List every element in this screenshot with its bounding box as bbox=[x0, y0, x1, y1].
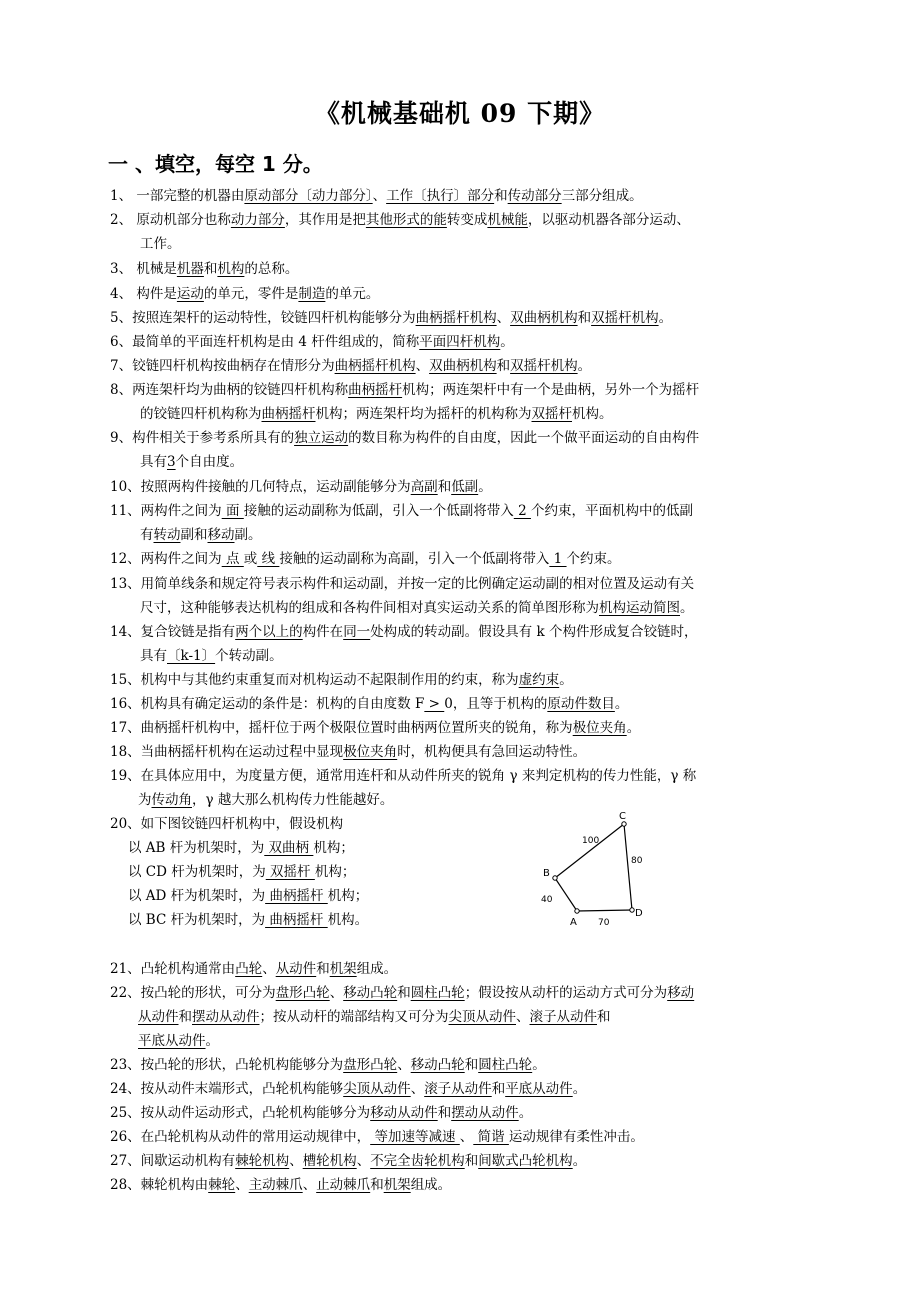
document-title: 《机械基础机 09 下期》 bbox=[314, 99, 606, 128]
question-19-line2 bbox=[138, 789, 858, 811]
answer-text: 盘形凸轮 bbox=[343, 1057, 398, 1073]
question-text: 20、如下图铰链四杆机构中，假设机构 bbox=[110, 816, 344, 832]
answer-text: 曲柄摇杆 bbox=[348, 382, 403, 398]
answer-text: 高副 bbox=[410, 479, 438, 495]
point-label-d: D bbox=[635, 908, 643, 919]
question-text: 2、 原动机部分也称 bbox=[110, 212, 231, 228]
question-text: 个约束。 bbox=[566, 551, 621, 567]
question-16 bbox=[110, 693, 830, 715]
question-4 bbox=[110, 283, 830, 305]
answer-text: 机器 bbox=[176, 261, 204, 277]
answer-text: 〔k-1〕 bbox=[167, 648, 216, 664]
question-text: 和 bbox=[316, 961, 330, 977]
answer-text: 工作〔执行〕部分 bbox=[386, 188, 495, 204]
answer-text: 移动凸轮 bbox=[343, 985, 398, 1001]
answer-text: 双摇杆机构 bbox=[591, 310, 659, 326]
question-text: ，γ 越大那么机构传力性能越好。 bbox=[192, 792, 394, 808]
length-label-cd: 80 bbox=[631, 856, 643, 866]
question-text: 机构； bbox=[314, 864, 356, 880]
question-text: 机构。 bbox=[572, 406, 613, 422]
question-text: 、 bbox=[372, 188, 387, 204]
answer-text: 低副 bbox=[451, 479, 479, 495]
answer-text: 曲柄摇杆 bbox=[265, 912, 328, 928]
answer-text: 棘轮机构 bbox=[235, 1153, 290, 1169]
question-text: 6、最简单的平面连杆机构是由 4 杆件组成的，简称 bbox=[110, 334, 420, 350]
question-text: 副和 bbox=[180, 527, 208, 543]
point-label-c: C bbox=[619, 811, 626, 822]
question-2-line2 bbox=[140, 233, 860, 255]
question-text: 尺寸，这种能够表达机构的组成和各构件间相对真实运动关系的简单图形称为 bbox=[140, 600, 599, 616]
answer-text: 面 bbox=[221, 503, 244, 519]
question-text: 有 bbox=[140, 527, 154, 543]
answer-text: 移动从动件 bbox=[370, 1105, 438, 1121]
question-text: 具有 bbox=[140, 648, 167, 664]
answer-text: 双曲柄机构 bbox=[510, 310, 578, 326]
answer-text: 间歇式凸轮机构 bbox=[478, 1153, 573, 1169]
point-label-b: B bbox=[543, 868, 550, 879]
question-26 bbox=[110, 1126, 830, 1148]
answer-text: 双摇杆 bbox=[265, 864, 315, 880]
question-text: 机构； bbox=[313, 840, 354, 856]
question-text: 0，且等于机构的 bbox=[444, 696, 548, 712]
answer-text: 从动件 bbox=[275, 961, 317, 977]
question-text: 、 bbox=[410, 1081, 425, 1097]
question-7 bbox=[110, 355, 830, 377]
question-1 bbox=[110, 185, 830, 207]
question-text: 转变成 bbox=[446, 212, 488, 228]
question-text: ；按从动杆的端部结构又可分为 bbox=[259, 1009, 449, 1025]
question-text: 和 bbox=[397, 985, 411, 1001]
question-2-line1 bbox=[110, 209, 830, 231]
question-text: 5、按照连架杆的运动特性，铰链四杆机构能够分为 bbox=[110, 310, 416, 326]
question-text: 机构；两连架杆中有一个是曲柄，另外一个为摇杆 bbox=[402, 382, 700, 398]
answer-text: 传动部分 bbox=[507, 188, 562, 204]
answer-text: 同一 bbox=[343, 624, 371, 640]
answer-text: > bbox=[424, 696, 445, 712]
question-text: 的数目称为构件的自由度，因此一个做平面运动的自由构件 bbox=[348, 430, 700, 446]
answer-text: 移动 bbox=[667, 985, 695, 1001]
answer-text: 双摇杆机构 bbox=[510, 358, 578, 374]
link-ad bbox=[577, 910, 632, 911]
answer-text: 曲柄摇杆 bbox=[265, 888, 328, 904]
joint-a bbox=[575, 909, 579, 913]
question-text: 。 bbox=[614, 696, 629, 712]
link-bc bbox=[555, 824, 624, 878]
question-5 bbox=[110, 307, 830, 329]
question-text: 的单元。 bbox=[325, 286, 380, 302]
question-text: 和 bbox=[437, 479, 452, 495]
question-text: 机构；两连架杆均为摇杆的机构称为 bbox=[315, 406, 532, 422]
question-14-line1 bbox=[110, 621, 830, 643]
four-bar-linkage-diagram bbox=[530, 808, 670, 932]
answer-text: 凸轮 bbox=[235, 961, 263, 977]
question-text: 和 bbox=[437, 1105, 452, 1121]
answer-text: 止动棘爪 bbox=[316, 1177, 371, 1193]
question-text: 。 bbox=[572, 1081, 587, 1097]
question-text: 23、按凸轮的形状，凸轮机构能够分为 bbox=[110, 1057, 344, 1073]
question-20-cd bbox=[128, 861, 848, 883]
answer-text: 尖顶从动件 bbox=[448, 1009, 516, 1025]
answer-text: 动力部分 bbox=[230, 212, 285, 228]
question-text: 个约束，平面机构中的低副 bbox=[530, 503, 693, 519]
answer-text: 制造 bbox=[298, 286, 326, 302]
question-text: 。 bbox=[205, 1033, 219, 1049]
question-text: 14、复合铰链是指有 bbox=[110, 624, 236, 640]
answer-text: 曲柄摇杆 bbox=[261, 406, 316, 422]
question-text: 的总称。 bbox=[244, 261, 299, 277]
answer-text: 棘轮 bbox=[208, 1177, 236, 1193]
question-text: 和 bbox=[370, 1177, 384, 1193]
answer-text: 圆柱凸轮 bbox=[410, 985, 465, 1001]
question-text: 4、 构件是 bbox=[110, 286, 177, 302]
answer-text: 尖顶从动件 bbox=[343, 1081, 411, 1097]
question-text: 7、铰链四杆机构按曲柄存在情形分为 bbox=[110, 358, 335, 374]
question-14-line2 bbox=[140, 645, 860, 667]
answer-text: 3 bbox=[167, 454, 176, 470]
question-text: 工作。 bbox=[140, 236, 181, 252]
question-11-line2 bbox=[140, 524, 860, 546]
question-text: 、 bbox=[397, 1057, 411, 1073]
question-text: 以 BC 杆为机架时，为 bbox=[128, 912, 266, 928]
question-20 bbox=[110, 813, 830, 835]
question-19-line1 bbox=[110, 765, 830, 787]
question-text: 和 bbox=[496, 358, 511, 374]
answer-text: 点 bbox=[221, 551, 244, 567]
answer-text: 传动角 bbox=[151, 792, 192, 808]
question-text: 、 bbox=[235, 1177, 249, 1193]
answer-text: 平底从动件 bbox=[138, 1033, 206, 1049]
question-20-bc bbox=[128, 909, 848, 931]
answer-text: 原动件数目 bbox=[547, 696, 615, 712]
question-text: 的单元，零件是 bbox=[203, 286, 299, 302]
question-text: 以 AD 杆为机架时，为 bbox=[128, 888, 266, 904]
question-text: 16、机构具有确定运动的条件是：机构的自由度数 F bbox=[110, 696, 425, 712]
question-18 bbox=[110, 741, 830, 763]
question-text: 运动规律有柔性冲击。 bbox=[508, 1129, 644, 1145]
question-text: 9、构件相关于参考系所具有的 bbox=[110, 430, 295, 446]
question-text: 、 bbox=[289, 1153, 303, 1169]
question-20-ab bbox=[128, 837, 848, 859]
answer-text: 双摇杆 bbox=[531, 406, 572, 422]
question-9-line1 bbox=[110, 427, 830, 449]
question-text: ，其作用是把 bbox=[284, 212, 366, 228]
answer-text: 机架 bbox=[329, 961, 357, 977]
question-text: 21、凸轮机构通常由 bbox=[110, 961, 236, 977]
answer-text: 其他形式的能 bbox=[365, 212, 447, 228]
question-text: 副。 bbox=[234, 527, 262, 543]
question-text: 。 bbox=[478, 479, 492, 495]
question-text: 。 bbox=[626, 720, 641, 736]
question-text: 和 bbox=[577, 310, 592, 326]
link-cd bbox=[624, 824, 632, 910]
answer-text: 移动凸轮 bbox=[410, 1057, 465, 1073]
question-text: 三部分组成。 bbox=[561, 188, 643, 204]
point-label-a: A bbox=[570, 917, 577, 928]
answer-text: 双曲柄机构 bbox=[429, 358, 497, 374]
question-text: 17、曲柄摇杆机构中，摇杆位于两个极限位置时曲柄两位置所夹的锐角，称为 bbox=[110, 720, 573, 736]
length-label-bc: 100 bbox=[582, 836, 600, 846]
question-text: 的铰链四杆机构称为 bbox=[140, 406, 262, 422]
answer-text: 两个以上的 bbox=[235, 624, 303, 640]
question-text: 。 bbox=[680, 600, 694, 616]
question-text: 接触的运动副称为低副，引入一个低副将带入 bbox=[243, 503, 514, 519]
link-ab bbox=[555, 878, 577, 911]
answer-text: 独立运动 bbox=[294, 430, 349, 446]
question-13-line2 bbox=[140, 597, 860, 619]
question-text: 、 bbox=[459, 1129, 474, 1145]
question-text: 18、当曲柄摇杆机构在运动过程中显现 bbox=[110, 744, 344, 760]
length-label-ab: 40 bbox=[541, 895, 553, 905]
joint-b bbox=[553, 876, 557, 880]
section-heading: 一 、填空，每空 1 分。 bbox=[108, 152, 323, 176]
question-22-line1 bbox=[110, 982, 830, 1004]
question-text: 。 bbox=[518, 1105, 533, 1121]
answer-text: 机构运动简图 bbox=[599, 600, 680, 616]
question-text: 。 bbox=[532, 1057, 546, 1073]
question-text: 接触的运动副称为高副，引入一个低副将带入 bbox=[279, 551, 550, 567]
question-3 bbox=[110, 258, 830, 280]
answer-text: 机械能 bbox=[487, 212, 528, 228]
question-text: 时，机构便具有急回运动特性。 bbox=[397, 744, 587, 760]
answer-text: 平底从动件 bbox=[505, 1081, 573, 1097]
question-text: 。 bbox=[572, 1153, 587, 1169]
question-text: 、 bbox=[356, 1153, 371, 1169]
answer-text: 从动件 bbox=[138, 1009, 179, 1025]
question-text: 和 bbox=[491, 1081, 506, 1097]
answer-text: 双曲柄 bbox=[264, 840, 314, 856]
answer-text: 盘形凸轮 bbox=[275, 985, 330, 1001]
question-text: 、 bbox=[496, 310, 511, 326]
question-text: 个自由度。 bbox=[175, 454, 244, 470]
question-text: 、 bbox=[329, 985, 344, 1001]
question-text: 、 bbox=[262, 961, 276, 977]
question-22-line2 bbox=[138, 1006, 858, 1028]
answer-text: 摆动从动件 bbox=[192, 1009, 260, 1025]
question-text: 或 bbox=[243, 551, 258, 567]
question-text: 22、按凸轮的形状，可分为 bbox=[110, 985, 276, 1001]
question-text: 和 bbox=[494, 188, 508, 204]
answer-text: 滚子从动件 bbox=[529, 1009, 597, 1025]
answer-text: 主动棘爪 bbox=[248, 1177, 303, 1193]
question-text: 10、按照两构件接触的几何特点，运动副能够分为 bbox=[110, 479, 411, 495]
answer-text: 移动 bbox=[207, 527, 235, 543]
question-9-line2 bbox=[140, 451, 860, 473]
question-25 bbox=[110, 1102, 830, 1124]
question-text: 、 bbox=[302, 1177, 317, 1193]
question-text: 1、 一部完整的机器由 bbox=[110, 188, 245, 204]
question-text: 机构。 bbox=[327, 912, 369, 928]
answer-text: 简谐 bbox=[473, 1129, 509, 1145]
question-text: 以 AB 杆为机架时，为 bbox=[128, 840, 265, 856]
question-text: 和 bbox=[464, 1153, 479, 1169]
question-text: 28、棘轮机构由 bbox=[110, 1177, 209, 1193]
question-text: 。 bbox=[500, 334, 514, 350]
question-text: 19、在具体应用中，为度量方便，通常用连杆和从动件所夹的锐角 γ 来判定机构的传力性能，γ 称 bbox=[110, 768, 697, 784]
answer-text: 曲柄摇杆机构 bbox=[334, 358, 416, 374]
question-20-ad bbox=[128, 885, 848, 907]
question-text: 和 bbox=[203, 261, 218, 277]
question-27 bbox=[110, 1150, 830, 1172]
question-text: 、 bbox=[516, 1009, 530, 1025]
question-text: 具有 bbox=[140, 454, 167, 470]
question-text: 组成。 bbox=[356, 961, 398, 977]
question-8-line1 bbox=[110, 379, 830, 401]
question-8-line2 bbox=[140, 403, 860, 425]
joint-d bbox=[630, 908, 634, 912]
question-text: 以 CD 杆为机架时，为 bbox=[128, 864, 266, 880]
question-text: 15、机构中与其他约束重复而对机构运动不起限制作用的约束，称为 bbox=[110, 672, 519, 688]
answer-text: 圆柱凸轮 bbox=[478, 1057, 533, 1073]
question-text: 、 bbox=[415, 358, 430, 374]
question-text: ，以驱动机器各部分运动、 bbox=[527, 212, 690, 228]
question-10 bbox=[110, 476, 830, 498]
answer-text: 机构 bbox=[217, 261, 245, 277]
answer-text: 机架 bbox=[383, 1177, 411, 1193]
answer-text: 原动部分〔动力部分〕 bbox=[244, 188, 373, 204]
question-text: 8、两连架杆均为曲柄的铰链四杆机构称 bbox=[110, 382, 349, 398]
question-text: 3、 机械是 bbox=[110, 261, 177, 277]
answer-text: 曲柄摇杆机构 bbox=[415, 310, 497, 326]
question-text: 26、在凸轮机构从动件的常用运动规律中， bbox=[110, 1129, 371, 1145]
question-text: 。 bbox=[658, 310, 673, 326]
answer-text: 1 bbox=[549, 551, 567, 567]
question-text: 处构成的转动副。假设具有 k 个构件形成复合铰链时， bbox=[370, 624, 698, 640]
question-text: 和 bbox=[464, 1057, 479, 1073]
answer-text: 转动 bbox=[153, 527, 181, 543]
answer-text: 不完全齿轮机构 bbox=[370, 1153, 465, 1169]
question-21 bbox=[110, 958, 830, 980]
question-13-line1 bbox=[110, 573, 830, 595]
answer-text: 滚子从动件 bbox=[424, 1081, 492, 1097]
question-text: 11、两构件之间为 bbox=[110, 503, 222, 519]
question-text: 12、两构件之间为 bbox=[110, 551, 222, 567]
question-text: 。 bbox=[577, 358, 592, 374]
question-text: 。 bbox=[559, 672, 573, 688]
answer-text: 线 bbox=[257, 551, 280, 567]
answer-text: 等加速等减速 bbox=[370, 1129, 460, 1145]
question-text: ；假设按从动杆的运动方式可分为 bbox=[464, 985, 668, 1001]
question-6 bbox=[110, 331, 830, 353]
answer-text: 2 bbox=[513, 503, 531, 519]
question-text: 和 bbox=[178, 1009, 192, 1025]
question-28 bbox=[110, 1174, 830, 1196]
question-text: 13、用简单线条和规定符号表示构件和运动副，并按一定的比例确定运动副的相对位置及运动有关 bbox=[110, 576, 695, 592]
question-11-line1 bbox=[110, 500, 830, 522]
question-12 bbox=[110, 548, 830, 570]
answer-text: 槽轮机构 bbox=[302, 1153, 357, 1169]
question-22-line3 bbox=[138, 1030, 858, 1052]
question-24 bbox=[110, 1078, 830, 1100]
question-text: 和 bbox=[597, 1009, 611, 1025]
question-text: 25、按从动件运动形式，凸轮机构能够分为 bbox=[110, 1105, 371, 1121]
answer-text: 摆动从动件 bbox=[451, 1105, 519, 1121]
answer-text: 极位夹角 bbox=[343, 744, 398, 760]
joint-c bbox=[622, 822, 626, 826]
question-text: 为 bbox=[138, 792, 152, 808]
question-text: 组成。 bbox=[410, 1177, 452, 1193]
question-23 bbox=[110, 1054, 830, 1076]
question-text: 27、间歇运动机构有 bbox=[110, 1153, 236, 1169]
question-15 bbox=[110, 669, 830, 691]
answer-text: 极位夹角 bbox=[572, 720, 627, 736]
length-label-ad: 70 bbox=[598, 918, 610, 928]
question-text: 机构； bbox=[327, 888, 369, 904]
answer-text: 运动 bbox=[176, 286, 204, 302]
question-17 bbox=[110, 717, 830, 739]
question-text: 个转动副。 bbox=[215, 648, 283, 664]
answer-text: 虚约束 bbox=[518, 672, 560, 688]
question-text: 构件在 bbox=[302, 624, 344, 640]
answer-text: 平面四杆机构 bbox=[419, 334, 501, 350]
question-text: 24、按从动件末端形式，凸轮机构能够 bbox=[110, 1081, 344, 1097]
